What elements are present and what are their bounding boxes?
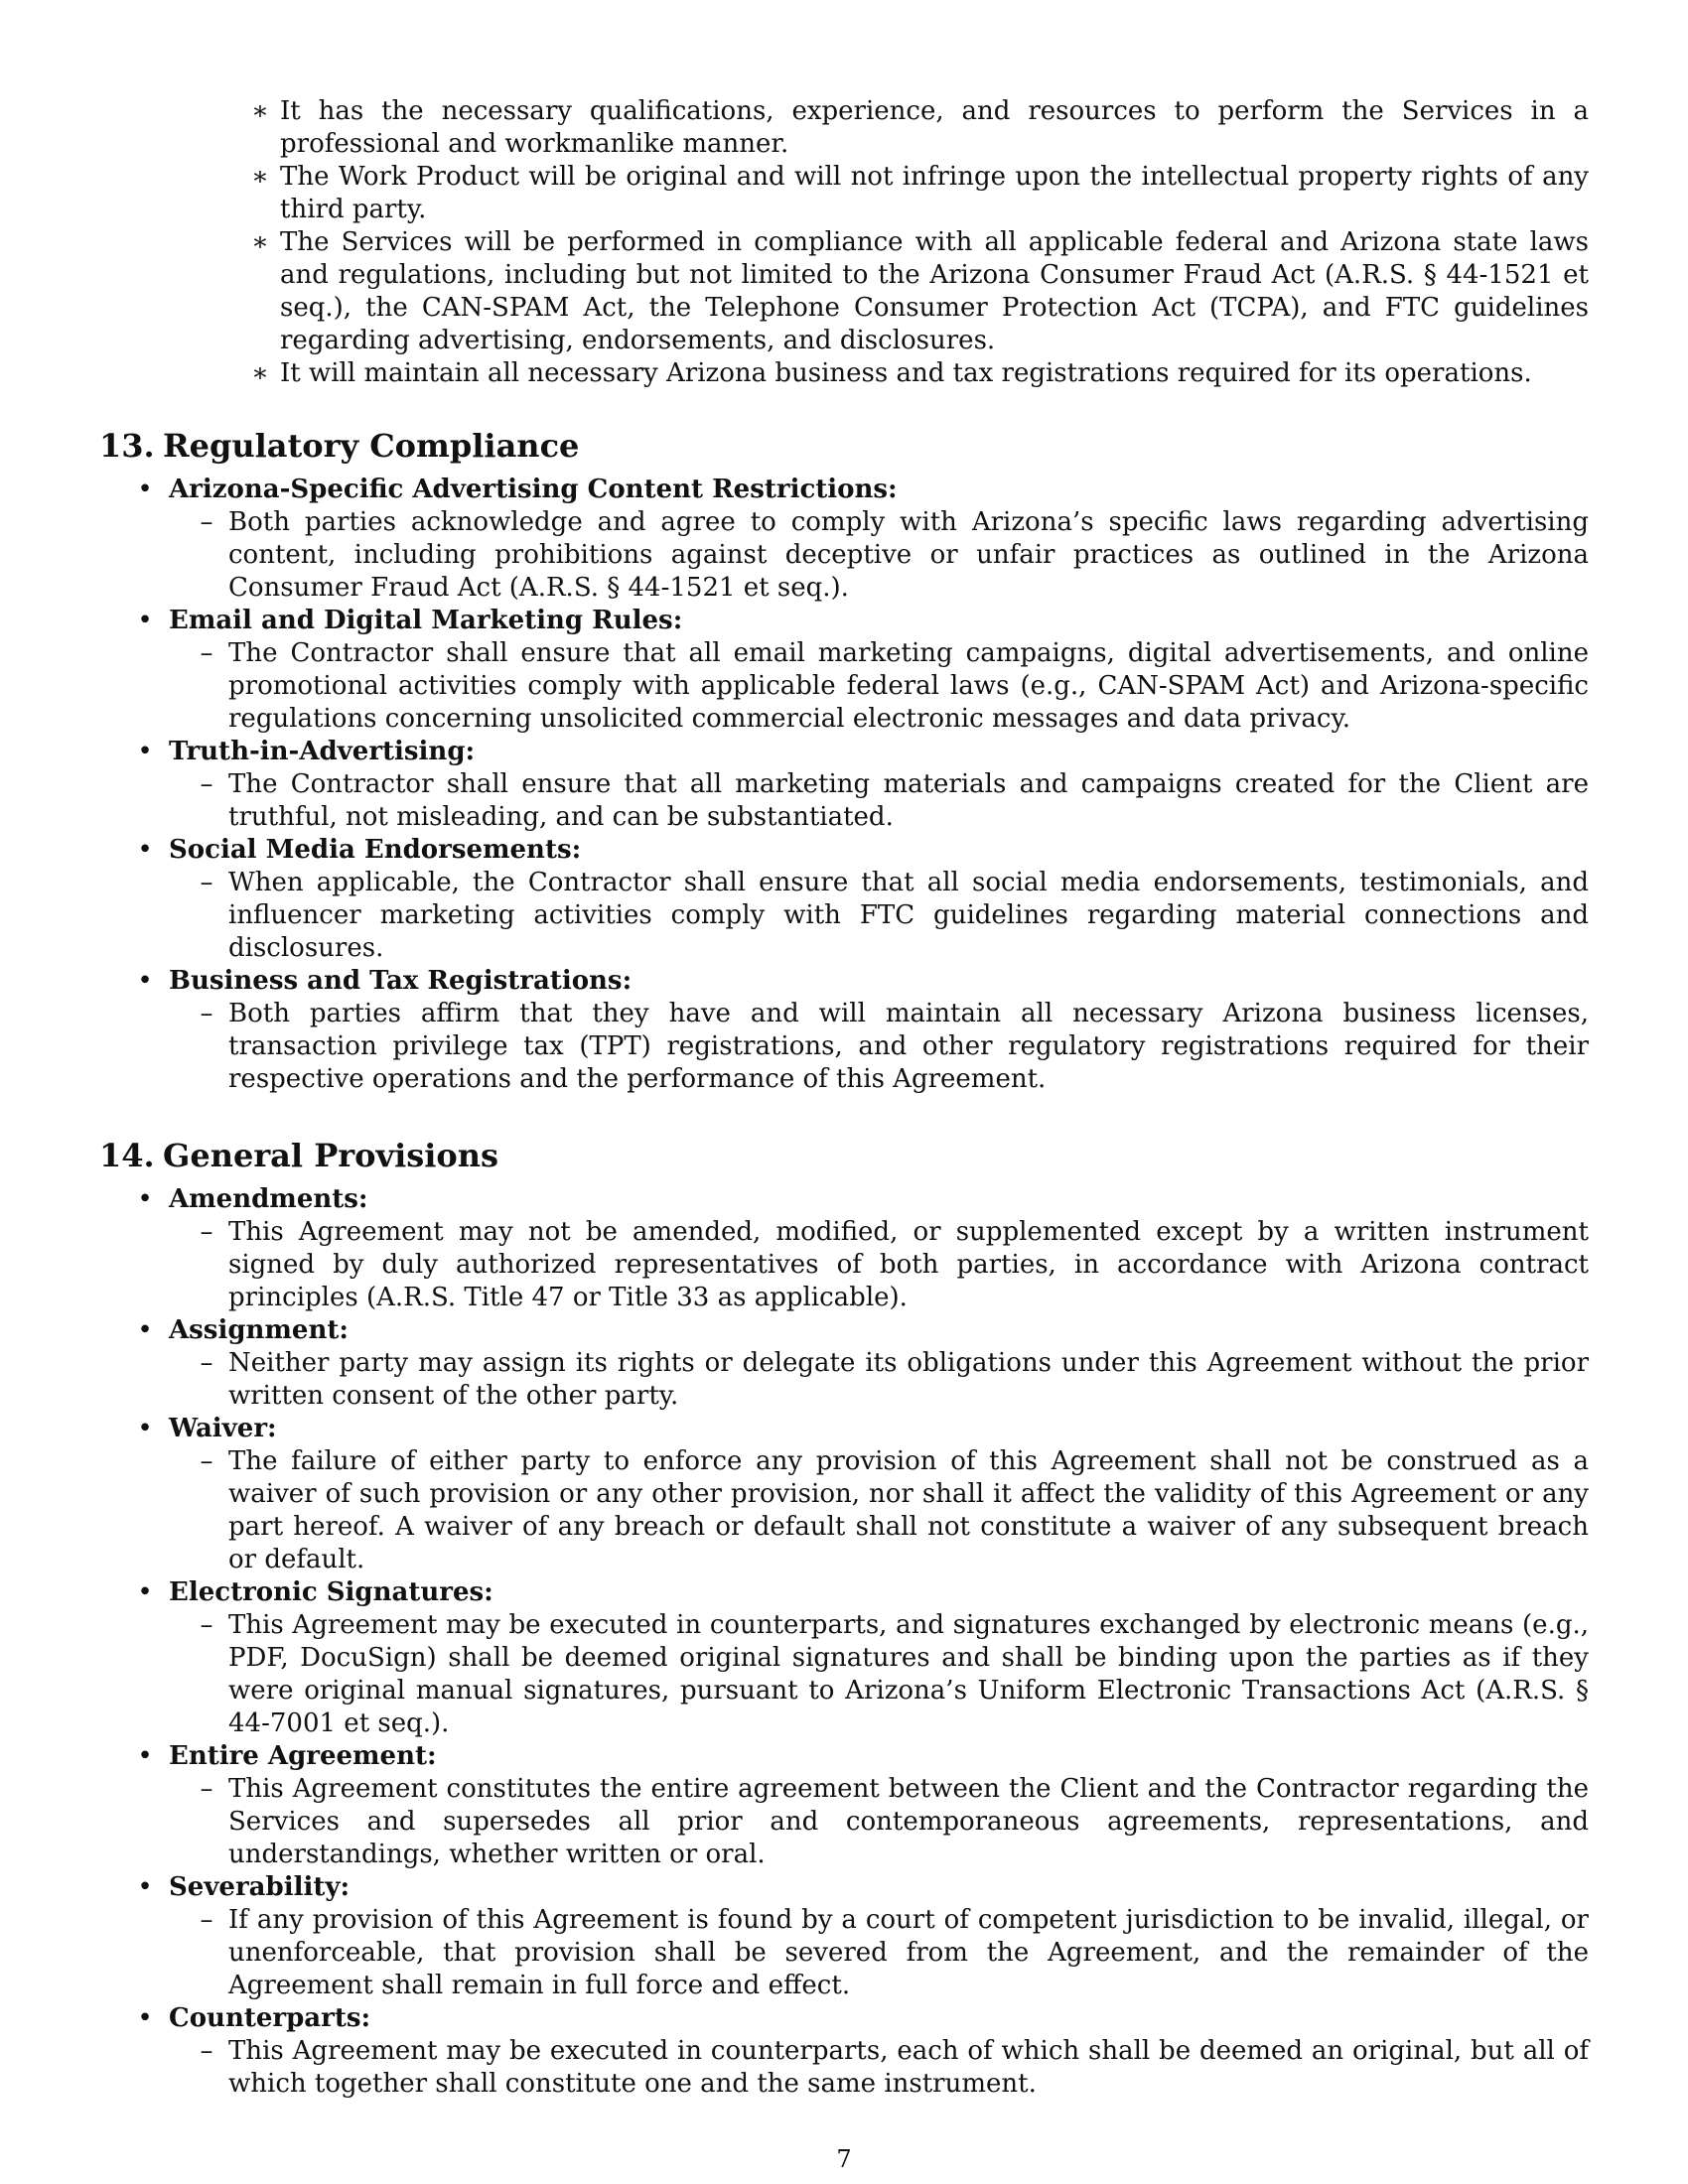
provision-item (99, 2002, 1589, 2101)
provision-detail (169, 637, 1589, 736)
provision-text: This Agreement constitutes the entire agreement between the Client and the Contractor regarding the Services and supersedes all prior and contemporaneous agreements, representations, and understandings, whether written or oral. (228, 1774, 1589, 1869)
provision-item (99, 474, 1589, 605)
section-number: 13. (99, 427, 155, 465)
provision-title: Business and Tax Registrations: (169, 966, 633, 996)
provision-title: Social Media Endorsements: (169, 835, 582, 865)
provision-text: Both parties acknowledge and agree to comply with Arizona’s specific laws regarding advertising content, including prohibitions against deceptive or unfair practices as outlined in the Arizona Consumer Fraud Act (A.R.S. § 44-1521 et seq.). (228, 507, 1589, 603)
list-item (99, 226, 1589, 357)
section-title: Regulatory Compliance (163, 427, 580, 465)
section-13-list (99, 474, 1589, 1096)
provision-text: This Agreement may be executed in counterparts, and signatures exchanged by electronic means (e.g., PDF, DocuSign) shall be deemed original signatures and shall be binding upon the parties as if they were original manual signatures, pursuant to Arizona’s Uniform Electronic Transactions Act (A.R.S. § 44-7001 et seq.). (228, 1610, 1589, 1738)
provision-detail (169, 2035, 1589, 2101)
provision-title: Entire Agreement: (169, 1741, 437, 1771)
provision-title: Amendments: (169, 1184, 368, 1214)
star-bullet-icon: ∗ (251, 358, 269, 388)
provision-detail (169, 506, 1589, 605)
bullet-icon: • (137, 2003, 153, 2033)
bullet-icon: • (137, 606, 153, 635)
dash-bullet-icon: – (200, 868, 213, 897)
section-heading-general-provisions (99, 1136, 1589, 1175)
provision-title: Counterparts: (169, 2003, 371, 2033)
bullet-icon: • (137, 1315, 153, 1345)
dash-bullet-icon: – (200, 1610, 213, 1640)
provision-item (99, 736, 1589, 834)
list-item (99, 357, 1589, 390)
section-number: 14. (99, 1137, 155, 1174)
bullet-icon: • (137, 1184, 153, 1214)
provision-title: Email and Digital Marketing Rules: (169, 606, 683, 635)
provision-title: Electronic Signatures: (169, 1577, 493, 1607)
bullet-icon: • (137, 835, 153, 865)
section-14-list (99, 1183, 1589, 2101)
section-heading-regulatory-compliance (99, 426, 1589, 466)
provision-text: Both parties affirm that they have and will maintain all necessary Arizona business licenses, transaction privilege tax (TPT) registrations, and other regulatory registrations required for their respective operations and the performance of this Agreement. (228, 999, 1589, 1094)
provision-detail (169, 1347, 1589, 1413)
provision-title: Truth-in-Advertising: (169, 737, 476, 766)
star-bullet-icon: ∗ (251, 227, 269, 257)
dash-bullet-icon: – (200, 1905, 213, 1935)
list-item-text: It has the necessary qualifications, experience, and resources to perform the Services in a professional and workmanlike manner. (280, 96, 1589, 159)
provision-title: Severability: (169, 1872, 351, 1902)
provision-text: If any provision of this Agreement is found by a court of competent jurisdiction to be invalid, illegal, or unenforceable, that provision shall be severed from the Agreement, and the remainder of the Agreement shall remain in full force and effect. (228, 1905, 1589, 2000)
provision-item (99, 1740, 1589, 1871)
provision-item (99, 1576, 1589, 1740)
provision-text: Neither party may assign its rights or delegate its obligations under this Agreement without the prior written consent of the other party. (228, 1348, 1589, 1411)
bullet-icon: • (137, 1872, 153, 1902)
dash-bullet-icon: – (200, 638, 213, 668)
provision-detail (169, 1445, 1589, 1576)
dash-bullet-icon: – (200, 999, 213, 1028)
provision-item (99, 1413, 1589, 1576)
provision-item (99, 1314, 1589, 1413)
bullet-icon: • (137, 1414, 153, 1443)
page-content (99, 95, 1589, 2101)
provision-detail (169, 1773, 1589, 1871)
provision-item (99, 965, 1589, 1096)
section-title: General Provisions (163, 1137, 499, 1174)
provision-text: The Contractor shall ensure that all marketing materials and campaigns created for the Client are truthful, not misleading, and can be substantiated. (228, 769, 1589, 832)
continuation-list (99, 95, 1589, 390)
provision-item (99, 1871, 1589, 2002)
provision-detail (169, 867, 1589, 965)
provision-text: The Contractor shall ensure that all email marketing campaigns, digital advertisements, and online promotional activities comply with applicable federal laws (e.g., CAN-SPAM Act) and Arizona-specific regulations concerning unsolicited commercial electronic messages and data privacy. (228, 638, 1589, 734)
provision-item (99, 1183, 1589, 1314)
list-item (99, 161, 1589, 226)
provision-text: This Agreement may not be amended, modified, or supplemented except by a written instrument signed by duly authorized representatives of both parties, in accordance with Arizona contract principles (A.R.S. Title 47 or Title 33 as applicable). (228, 1217, 1589, 1312)
star-bullet-icon: ∗ (251, 96, 269, 126)
dash-bullet-icon: – (200, 769, 213, 799)
provision-title: Waiver: (169, 1414, 277, 1443)
provision-detail (169, 768, 1589, 834)
provision-detail (169, 998, 1589, 1096)
provision-text: When applicable, the Contractor shall ensure that all social media endorsements, testimonials, and influencer marketing activities comply with FTC guidelines regarding material connections and disclosures. (228, 868, 1589, 963)
list-item (99, 95, 1589, 161)
list-item-text: The Services will be performed in compliance with all applicable federal and Arizona state laws and regulations, including but not limited to the Arizona Consumer Fraud Act (A.R.S. § 44-1521 et seq.), the CAN-SPAM Act, the Telephone Consumer Protection Act (TCPA), and FTC guidelines regarding advertising, endorsements, and disclosures. (280, 227, 1589, 355)
provision-detail (169, 1904, 1589, 2002)
dash-bullet-icon: – (200, 1446, 213, 1476)
provision-detail (169, 1216, 1589, 1314)
provision-text: The failure of either party to enforce any provision of this Agreement shall not be construed as a waiver of such provision or any other provision, nor shall it affect the validity of this Agreement or any part hereof. A waiver of any breach or default shall not constitute a waiver of any subsequent breach or default. (228, 1446, 1589, 1574)
list-item-text: The Work Product will be original and will not infringe upon the intellectual property rights of any third party. (280, 162, 1589, 224)
dash-bullet-icon: – (200, 1774, 213, 1804)
page-number: 7 (836, 2145, 852, 2173)
provision-text: This Agreement may be executed in counterparts, each of which shall be deemed an original, but all of which together shall constitute one and the same instrument. (228, 2036, 1589, 2099)
provision-title: Assignment: (169, 1315, 349, 1345)
dash-bullet-icon: – (200, 507, 213, 537)
dash-bullet-icon: – (200, 2036, 213, 2066)
list-item-text: It will maintain all necessary Arizona business and tax registrations required for its operations. (280, 358, 1532, 388)
dash-bullet-icon: – (200, 1348, 213, 1378)
dash-bullet-icon: – (200, 1217, 213, 1247)
bullet-icon: • (137, 1741, 153, 1771)
provision-title: Arizona-Specific Advertising Content Restrictions: (169, 475, 898, 504)
bullet-icon: • (137, 966, 153, 996)
provision-item (99, 605, 1589, 736)
bullet-icon: • (137, 475, 153, 504)
star-bullet-icon: ∗ (251, 162, 269, 192)
provision-detail (169, 1609, 1589, 1740)
provision-item (99, 834, 1589, 965)
bullet-icon: • (137, 1577, 153, 1607)
bullet-icon: • (137, 737, 153, 766)
